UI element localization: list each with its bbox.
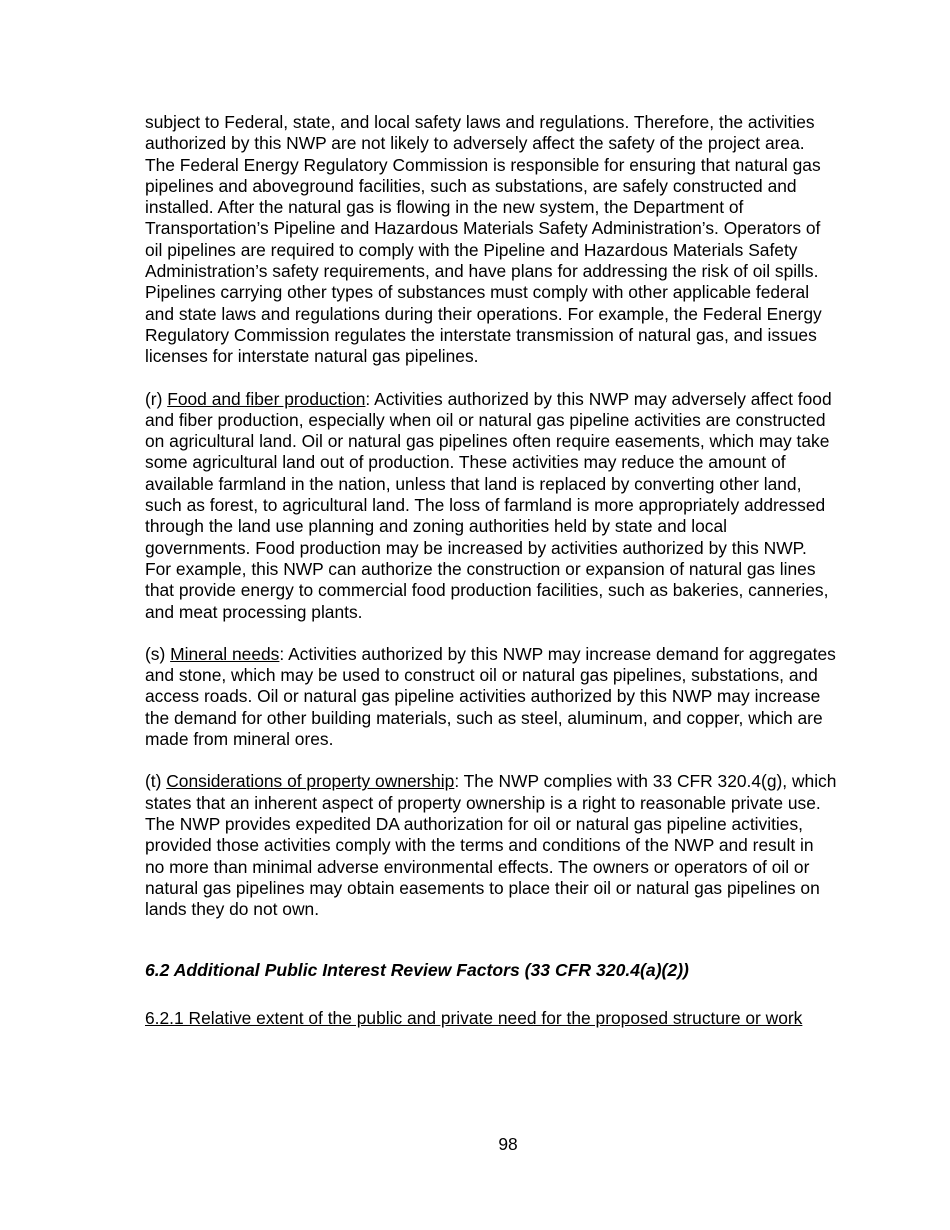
paragraph-safety: subject to Federal, state, and local safety laws and regulations. Therefore, the activities authorized by this NWP are not likely to adversely affect the safety of the project area. The Federal Energy Regulatory Commission is responsible for ensuring that natural gas pipelines and aboveground facilities, such as substations, are safely constructed and installed. After the natural gas is flowing in the new system, the Department of Transportation’s Pipeline and Hazardous Materials Safety Administration’s. Operators of oil pipelines are required to comply with the Pipeline and Hazardous Materials Safety Administration’s safety requirements, and have plans for addressing the risk of oil spills. Pipelines carrying other types of substances must comply with other applicable federal and state laws and regulations during their operations. For example, the Federal Energy Regulatory Commission regulates the interstate transmission of natural gas, and issues licenses for interstate natural gas pipelines. xyxy=(145,112,822,367)
section-heading: 6.2 Additional Public Interest Review Factors (33 CFR 320.4(a)(2)) xyxy=(145,960,689,981)
item-prefix-s: (s) xyxy=(145,643,171,664)
paragraph-food-fiber xyxy=(145,389,837,623)
item-title-property-ownership: Considerations of property ownership xyxy=(166,771,455,792)
item-title-food-fiber: Food and fiber production xyxy=(167,388,366,409)
item-body-property-ownership: : The NWP complies with 33 CFR 320.4(g), which states that an inherent aspect of property ownership is a right to reasonable private use. The NWP provides expedited DA authorization for oil or natural gas pipeline activities, provided those activities comply with the terms and conditions of the NWP and result in no more than minimal adverse environmental effects. The owners or operators of oil or natural gas pipelines may obtain easements to place their oil or natural gas pipelines on lands they do not own. xyxy=(145,771,837,920)
item-prefix-r: (r) xyxy=(145,388,168,409)
document-page xyxy=(145,112,837,1029)
item-body-food-fiber: : Activities authorized by this NWP may adversely affect food and fiber production, especially when oil or natural gas pipeline activities are constructed on agricultural land. Oil or natural gas pipelines often require easements, which may take some agricultural land out of production. These activities may reduce the amount of available farmland in the nation, unless that land is replaced by converting other land, such as forest, to agricultural land. The loss of farmland is more appropriately addressed through the land use planning and zoning authorities held by state and local governments. Food production may be increased by activities authorized by this NWP. For example, this NWP can authorize the construction or expansion of natural gas lines that provide energy to commercial food production facilities, such as bakeries, canneries, and meat processing plants. xyxy=(145,388,832,622)
item-body-mineral-needs: : Activities authorized by this NWP may increase demand for aggregates and stone, which may be used to construct oil or natural gas pipelines, substations, and access roads. Oil or natural gas pipeline activities authorized by this NWP may increase the demand for other building materials, such as steel, aluminum, and copper, which are made from mineral ores. xyxy=(145,643,836,750)
page-number: 98 xyxy=(498,1134,518,1154)
paragraph-property-ownership xyxy=(145,771,837,920)
item-prefix-t: (t) xyxy=(145,771,167,792)
item-title-mineral-needs: Mineral needs xyxy=(170,643,280,664)
subsection-heading: 6.2.1 Relative extent of the public and private need for the proposed structure or work xyxy=(145,1007,803,1028)
paragraph-mineral-needs xyxy=(145,644,837,750)
